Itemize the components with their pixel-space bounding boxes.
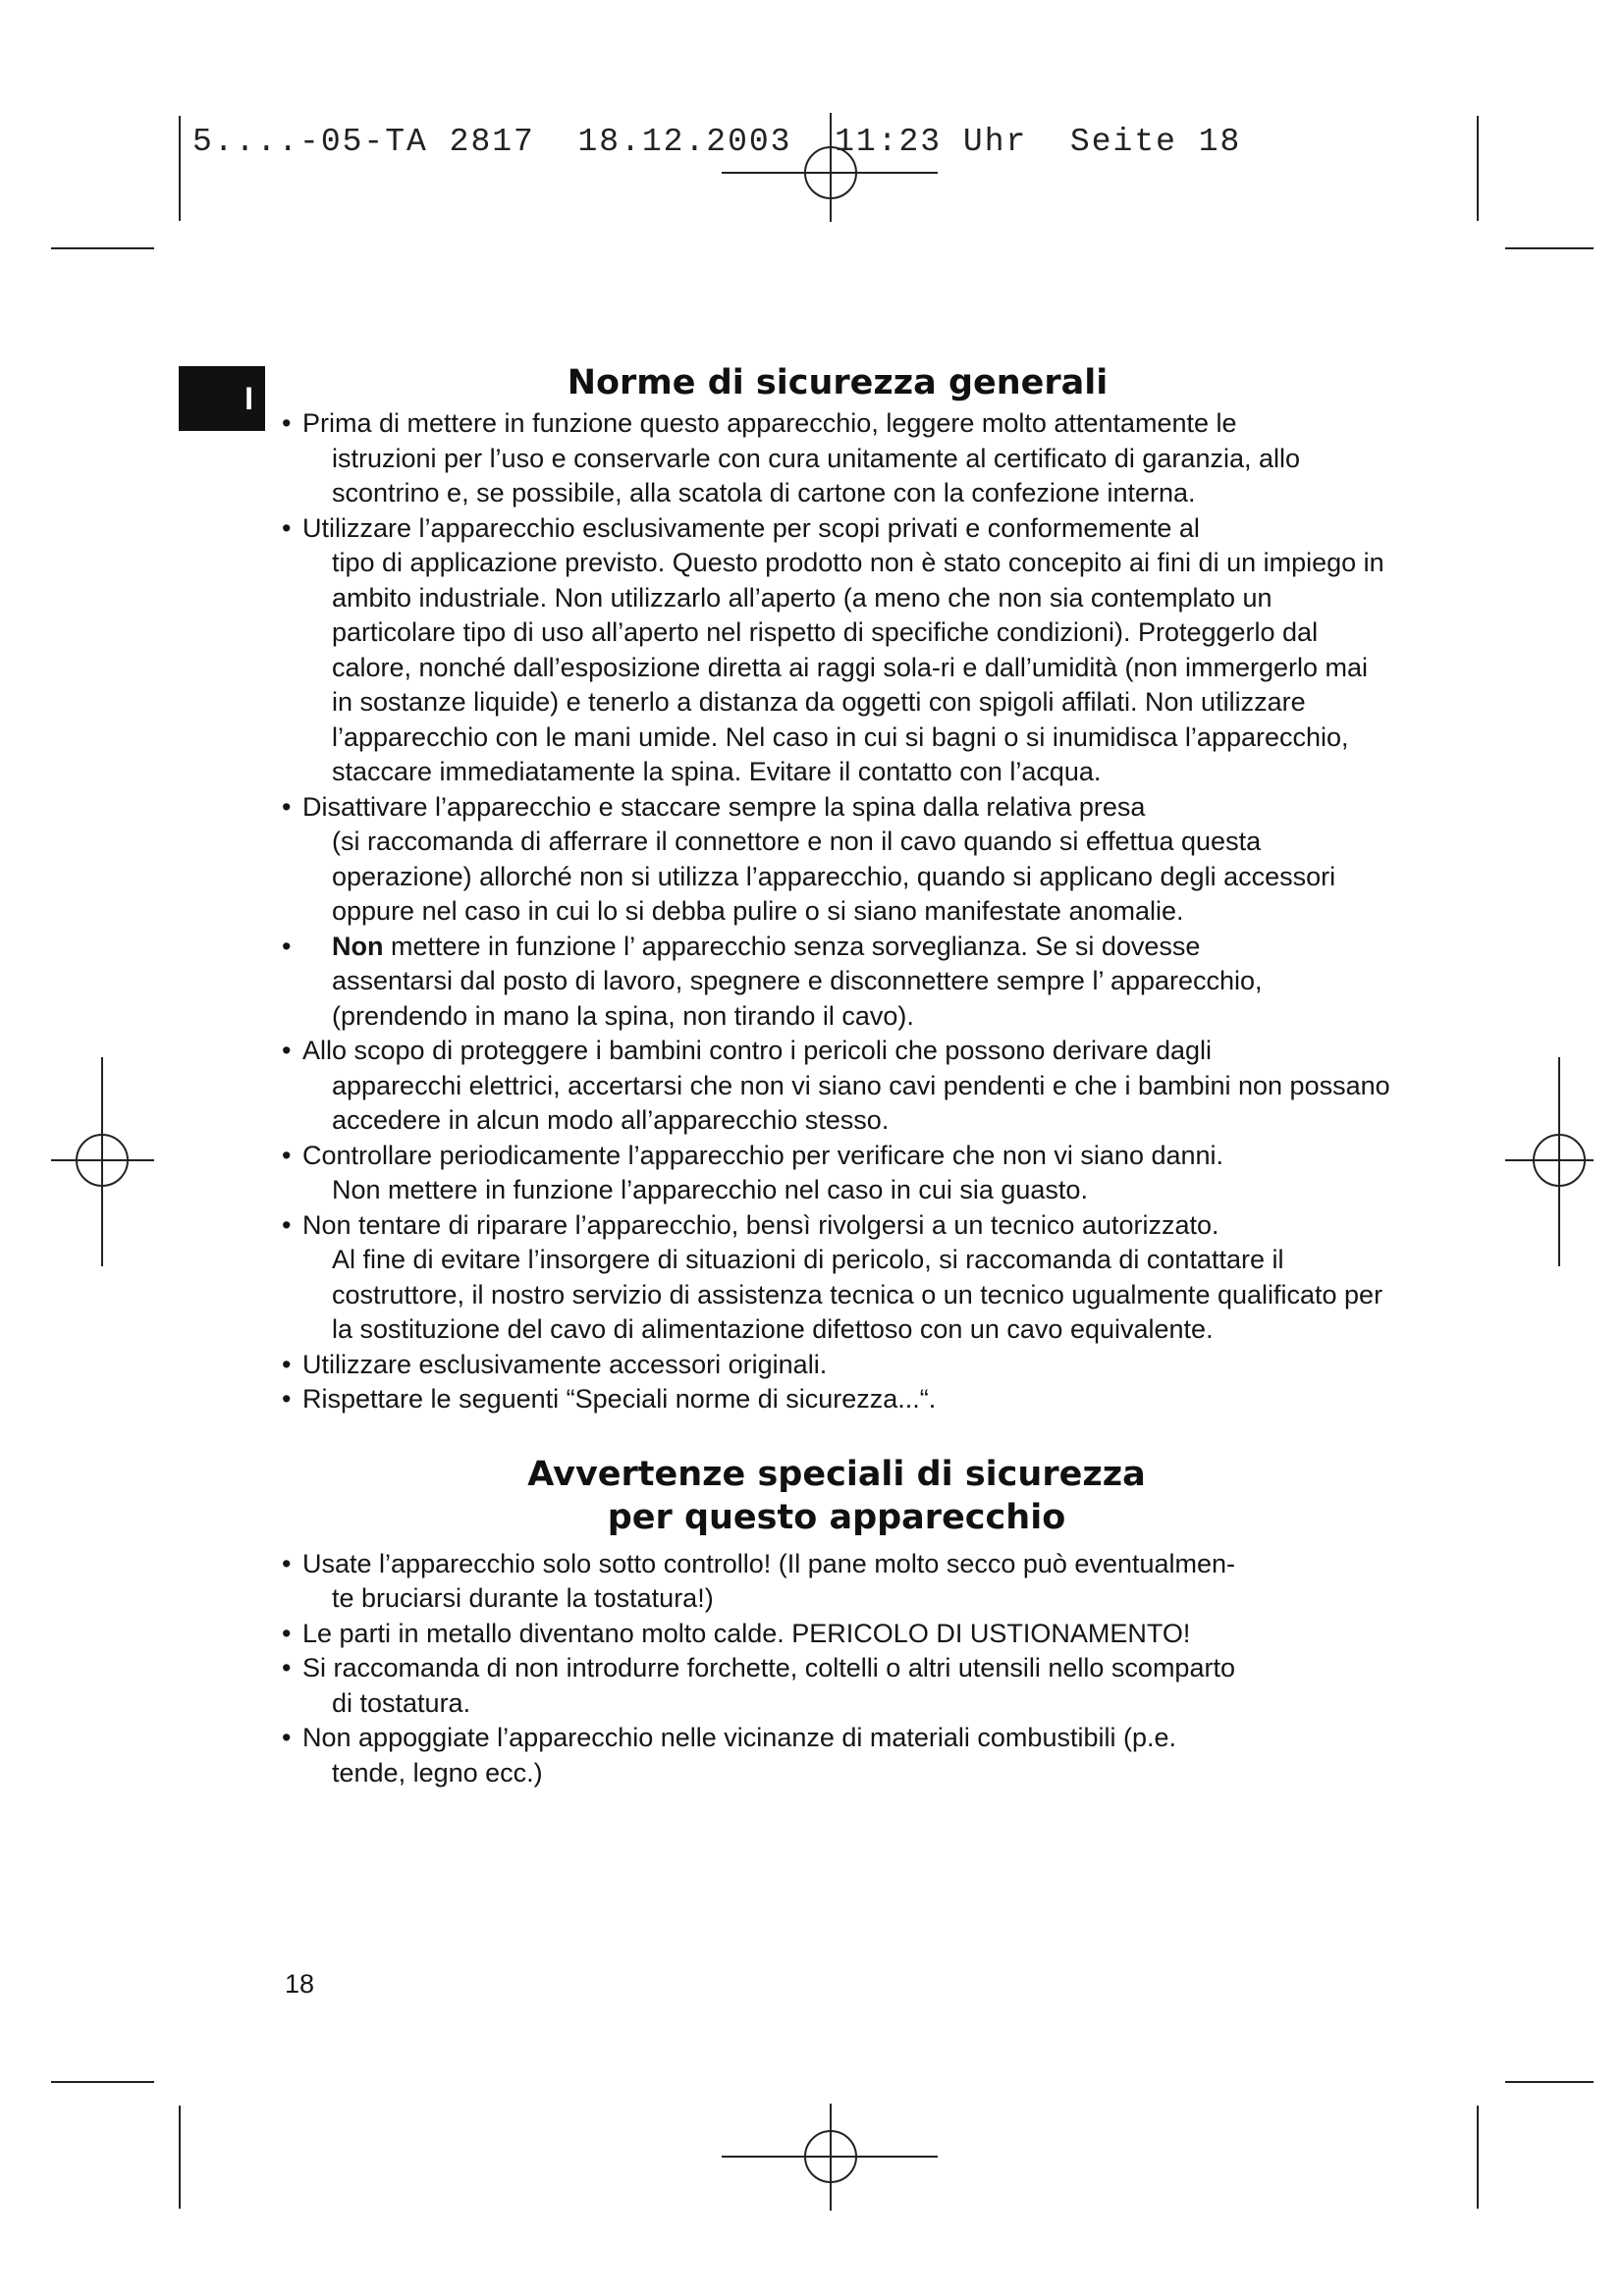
list-item — [282, 1208, 1391, 1348]
list-item-first-line: • Usate l’apparecchio solo sotto controllo! (Il pane molto secco può eventualmen- — [302, 1548, 1236, 1578]
registration-mark-right — [1505, 1057, 1594, 1266]
list-item — [282, 1617, 1391, 1652]
list-item-text: tipo di applicazione previsto. Questo prodotto non è stato concepito ai fini di un impiego in ambito industriale. Non utilizzarlo all’aperto (a meno che non sia contemplato un particolare tipo di uso all’aperto nel rispetto di specifiche condizioni). Proteggerlo dal calore, nonché dall’esposizione diretta ai raggi sola-ri e dall’umidità (non immergerlo mai in sostanze liquide) e tenerlo a distanza da oggetti con spigoli affilati. Non utilizzare l’apparecchio con le mani umide. Nel caso in cui si bagni o si inumidisca l’apparecchio, staccare immediatamente la spina. Evitare il contatto con l’acqua. — [332, 548, 1384, 786]
registration-mark-bottom — [722, 2104, 938, 2211]
list-item-text: Al fine di evitare l’insorgere di situazioni di pericolo, si raccomanda di contattare il costruttore, il nostro servizio di assistenza tecnica o un tecnico ugualmente qualificato per la sostituzione del cavo di alimentazione difettoso con un cavo equivalente. — [332, 1245, 1383, 1344]
list-item-first-line: • Non tentare di riparare l’apparecchio, bensì rivolgersi a un tecnico autorizzato. — [302, 1209, 1219, 1240]
list-item — [282, 1034, 1391, 1139]
list-item-first-line — [332, 930, 1391, 965]
language-tab: I — [179, 366, 265, 431]
list-item-text: Non mettere in funzione l’apparecchio nel caso in cui sia guasto. — [332, 1175, 1088, 1204]
list-item-first-line: • Si raccomanda di non introdurre forchette, coltelli o altri utensili nello scomparto — [302, 1653, 1235, 1682]
list-item — [282, 406, 1391, 511]
list-item-first-line: • Controllare periodicamente l’apparecchio per verificare che non vi siano danni. — [302, 1140, 1224, 1170]
list-item — [282, 1139, 1391, 1208]
list-item — [282, 511, 1391, 790]
section-title-general-safety: Norme di sicurezza generali — [567, 363, 1109, 402]
list-item-first-line: • Disattivare l’apparecchio e staccare sempre la spina dalla relativa presa — [302, 791, 1146, 822]
list-item — [282, 1382, 1391, 1417]
list-item-first-line: • Prima di mettere in funzione questo apparecchio, leggere molto attentamente le — [302, 408, 1237, 438]
list-item — [282, 930, 1391, 1035]
list-item — [282, 1547, 1391, 1617]
list-item — [282, 1721, 1391, 1790]
general-safety-list — [282, 406, 1391, 1417]
list-item-text: di tostatura. — [332, 1687, 471, 1718]
section-title-line-2: per questo apparecchio — [607, 1497, 1066, 1537]
list-item — [282, 1348, 1391, 1383]
page-content — [282, 361, 1391, 1790]
print-slug-line: 5....-05-TA 2817 18.12.2003 11:23 Uhr Seite 18 — [192, 124, 1242, 160]
emphasis-non: Non — [332, 931, 384, 961]
list-item — [282, 1651, 1391, 1721]
list-item-text: assentarsi dal posto di lavoro, spegnere e disconnettere sempre l’ apparecchio, (prendendo in mano la spina, non tirando il cavo). — [332, 966, 1263, 1031]
list-item-text: tende, legno ecc.) — [332, 1757, 543, 1788]
list-item — [282, 790, 1391, 930]
list-item-first-line: • Allo scopo di proteggere i bambini contro i pericoli che possono derivare dagli — [302, 1036, 1213, 1065]
list-item-first-line: • Utilizzare esclusivamente accessori originali. — [302, 1349, 828, 1379]
page-number: 18 — [285, 1969, 315, 1999]
list-item-text: istruzioni per l’uso e conservarle con cura unitamente al certificato di garanzia, allo scontrino e, se possibile, alla scatola di cartone con la confezione interna. — [332, 443, 1301, 507]
section-title-special-safety — [282, 1453, 1391, 1539]
list-item-first-line: • Utilizzare l’apparecchio esclusivamente per scopi privati e conformemente al — [302, 512, 1200, 543]
list-item-first-line: • Rispettare le seguenti “Speciali norme di sicurezza...“. — [302, 1384, 937, 1414]
list-item-text: apparecchi elettrici, accertarsi che non vi siano cavi pendenti e che i bambini non possano accedere in alcun modo all’apparecchio stesso. — [332, 1070, 1390, 1135]
list-item-text: (si raccomanda di afferrare il connettore e non il cavo quando si effettua questa operazione) allorché non si utilizza l’apparecchio, quando si applicano degli accessori oppure nel caso in cui lo si debba pulire o si siano manifestate anomalie. — [332, 827, 1336, 926]
list-item-first-line: • Le parti in metallo diventano molto calde. PERICOLO DI USTIONAMENTO! — [302, 1618, 1191, 1648]
special-safety-list — [282, 1547, 1391, 1791]
registration-mark-left — [51, 1057, 154, 1266]
list-item-text: te bruciarsi durante la tostatura!) — [332, 1583, 714, 1613]
section-title-line-1: Avvertenze speciali di sicurezza — [527, 1454, 1146, 1494]
list-item-first-line-text: mettere in funzione l’ apparecchio senza sorveglianza. Se si dovesse — [383, 931, 1201, 961]
list-item-first-line: • Non appoggiate l’apparecchio nelle vicinanze di materiali combustibili (p.e. — [302, 1723, 1176, 1752]
